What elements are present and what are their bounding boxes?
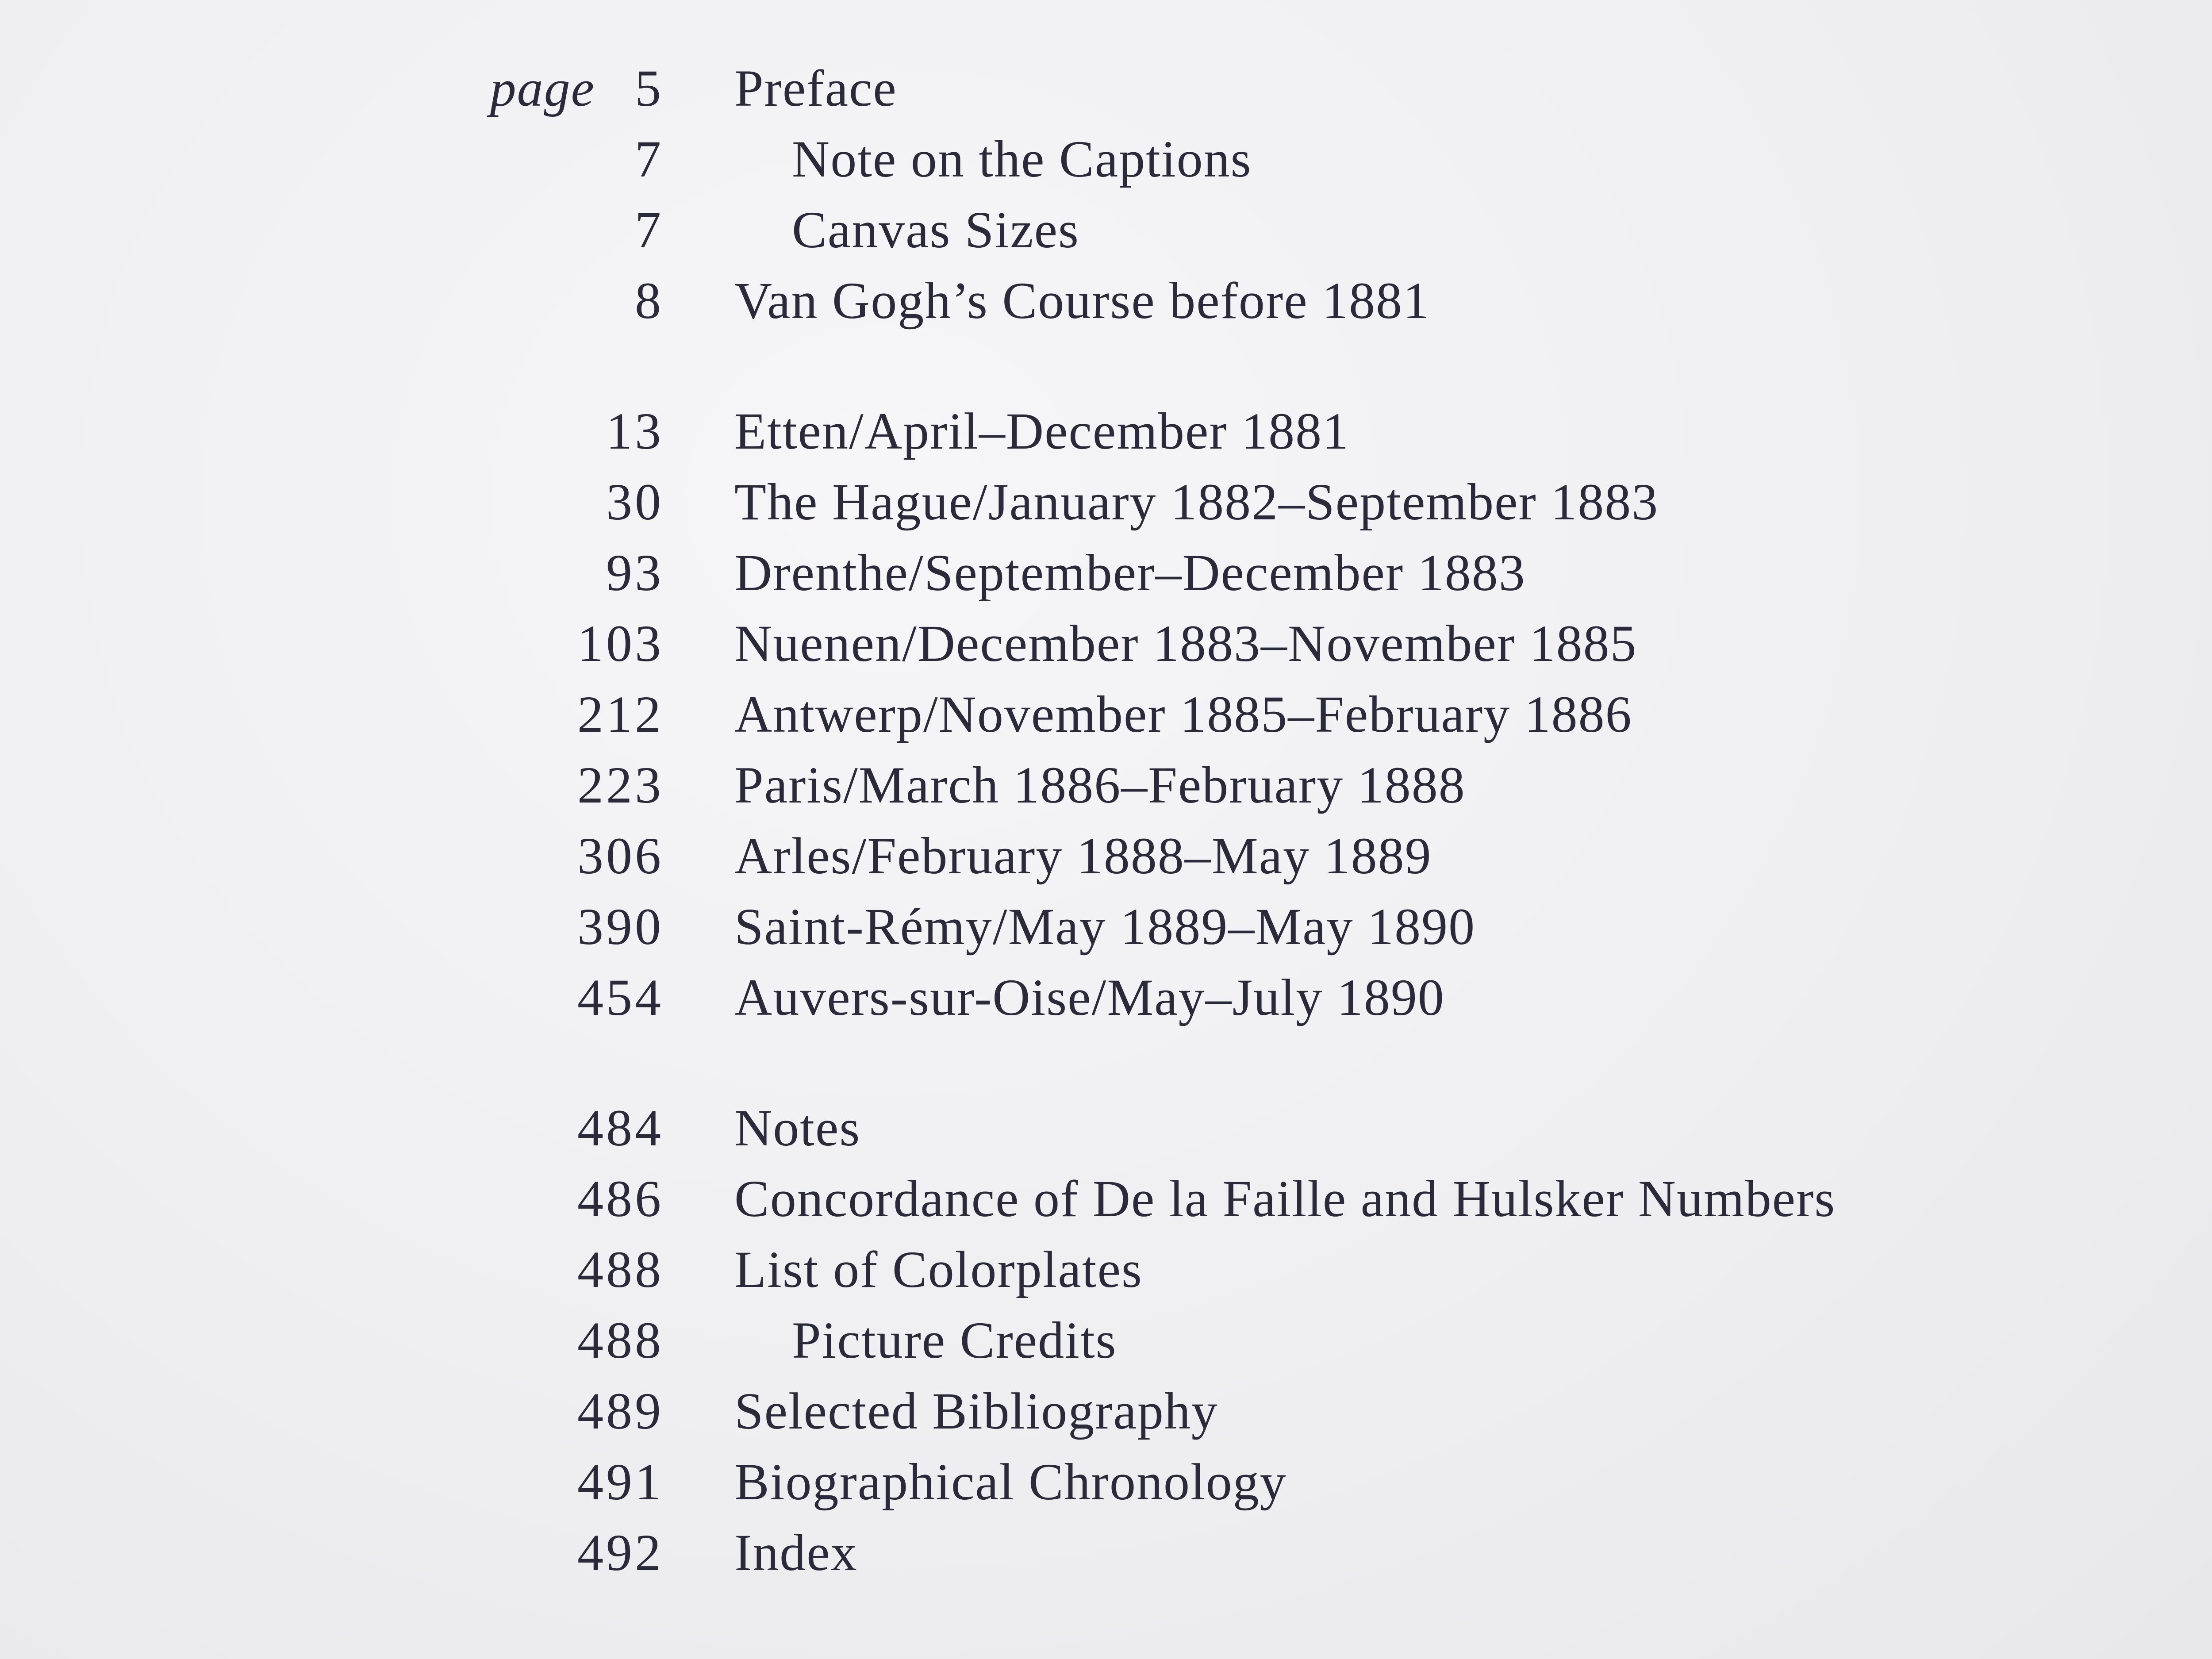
toc-entry-title: Arles/February 1888–May 1889 (734, 827, 1432, 885)
toc-entry-title: Van Gogh’s Course before 1881 (734, 272, 1430, 330)
toc-entry-title: Concordance of De la Faille and Hulsker Numbers (734, 1170, 1836, 1228)
toc-entry (442, 1234, 2168, 1305)
toc-entry-title: Index (734, 1524, 858, 1582)
toc-page-number-cell (442, 679, 734, 750)
toc-page-number-cell (442, 891, 734, 962)
toc-page-number-cell (442, 124, 734, 195)
toc-page-number: 13 (606, 402, 664, 460)
toc-entry-title: Note on the Captions (792, 130, 1252, 188)
toc-page-number-cell (442, 821, 734, 891)
toc-entry (442, 962, 2168, 1033)
toc-page-number-cell (442, 1517, 734, 1588)
toc-page-number-cell (442, 195, 734, 265)
toc-entry (442, 1093, 2168, 1164)
toc-group (442, 53, 2168, 336)
toc-entry (442, 1517, 2168, 1588)
toc-entry (442, 1376, 2168, 1447)
toc-group (442, 396, 2168, 1033)
toc-page-number-cell (442, 1447, 734, 1517)
toc-entry-title: Canvas Sizes (792, 201, 1079, 259)
toc-page-number: 488 (577, 1311, 664, 1369)
toc-page-number: 223 (577, 756, 664, 814)
toc-entry (442, 679, 2168, 750)
toc-page-number: 489 (577, 1382, 664, 1440)
toc-entry-title: Saint-Rémy/May 1889–May 1890 (734, 898, 1476, 956)
toc-page-number: 390 (577, 898, 664, 956)
toc-group (442, 1093, 2168, 1588)
toc-entry-title: Preface (734, 59, 897, 117)
toc-page-number: 93 (606, 544, 664, 602)
toc-page-number-cell (442, 1234, 734, 1305)
toc-entry (442, 124, 2168, 195)
toc-entry-title: Etten/April–December 1881 (734, 402, 1350, 460)
toc-page-number-cell (442, 1164, 734, 1234)
toc-entry (442, 1447, 2168, 1517)
toc-entry-title: Biographical Chronology (734, 1453, 1287, 1511)
toc-page-number-cell (442, 396, 734, 467)
toc-page-number-cell (442, 1376, 734, 1447)
toc-entry (442, 538, 2168, 608)
toc-page-number: 486 (577, 1170, 664, 1228)
toc-entry (442, 53, 2168, 124)
toc-page-number: 306 (577, 827, 664, 885)
toc-page-number: 212 (577, 685, 664, 743)
toc-page-number: 30 (606, 473, 664, 531)
toc-entry (442, 467, 2168, 538)
toc-entry-title: Auvers-sur-Oise/May–July 1890 (734, 968, 1445, 1026)
toc-entry-title: Antwerp/November 1885–February 1886 (734, 685, 1632, 743)
toc-entry (442, 195, 2168, 265)
toc-entry (442, 891, 2168, 962)
toc-entry-title: List of Colorplates (734, 1240, 1143, 1298)
toc-page-number-cell (442, 1093, 734, 1164)
toc-page-number: 488 (577, 1240, 664, 1298)
toc-page-number: 103 (577, 614, 664, 672)
toc-page-number-cell (442, 467, 734, 538)
page-label: page (490, 59, 595, 117)
toc-page-number-cell (442, 750, 734, 821)
toc-entry-title: Notes (734, 1099, 861, 1157)
toc-page-number: 491 (577, 1453, 664, 1511)
table-of-contents (442, 53, 2168, 1648)
toc-entry-title: Paris/March 1886–February 1888 (734, 756, 1466, 814)
toc-page-number-cell (442, 1305, 734, 1376)
toc-entry (442, 396, 2168, 467)
toc-page-number: 8 (635, 272, 664, 330)
toc-entry (442, 821, 2168, 891)
toc-entry-title: Picture Credits (792, 1311, 1117, 1369)
toc-page-number: 492 (577, 1524, 664, 1582)
toc-page-number-cell (442, 962, 734, 1033)
toc-page-number: 5 (635, 59, 664, 117)
toc-page-number: 7 (635, 130, 664, 188)
toc-page-number: 454 (577, 968, 664, 1026)
toc-page-number: 484 (577, 1099, 664, 1157)
toc-entry (442, 265, 2168, 336)
toc-page-number-cell (442, 538, 734, 608)
toc-entry-title: Drenthe/September–December 1883 (734, 544, 1526, 602)
toc-entry-title: Nuenen/December 1883–November 1885 (734, 614, 1637, 672)
toc-page-number: 7 (635, 201, 664, 259)
toc-entry (442, 1305, 2168, 1376)
toc-page-number-cell (442, 53, 734, 124)
toc-entry (442, 608, 2168, 679)
toc-entry (442, 1164, 2168, 1234)
toc-entry-title: Selected Bibliography (734, 1382, 1218, 1440)
toc-entry-title: The Hague/January 1882–September 1883 (734, 473, 1659, 531)
toc-entry (442, 750, 2168, 821)
toc-page-number-cell (442, 608, 734, 679)
toc-page-number-cell (442, 265, 734, 336)
